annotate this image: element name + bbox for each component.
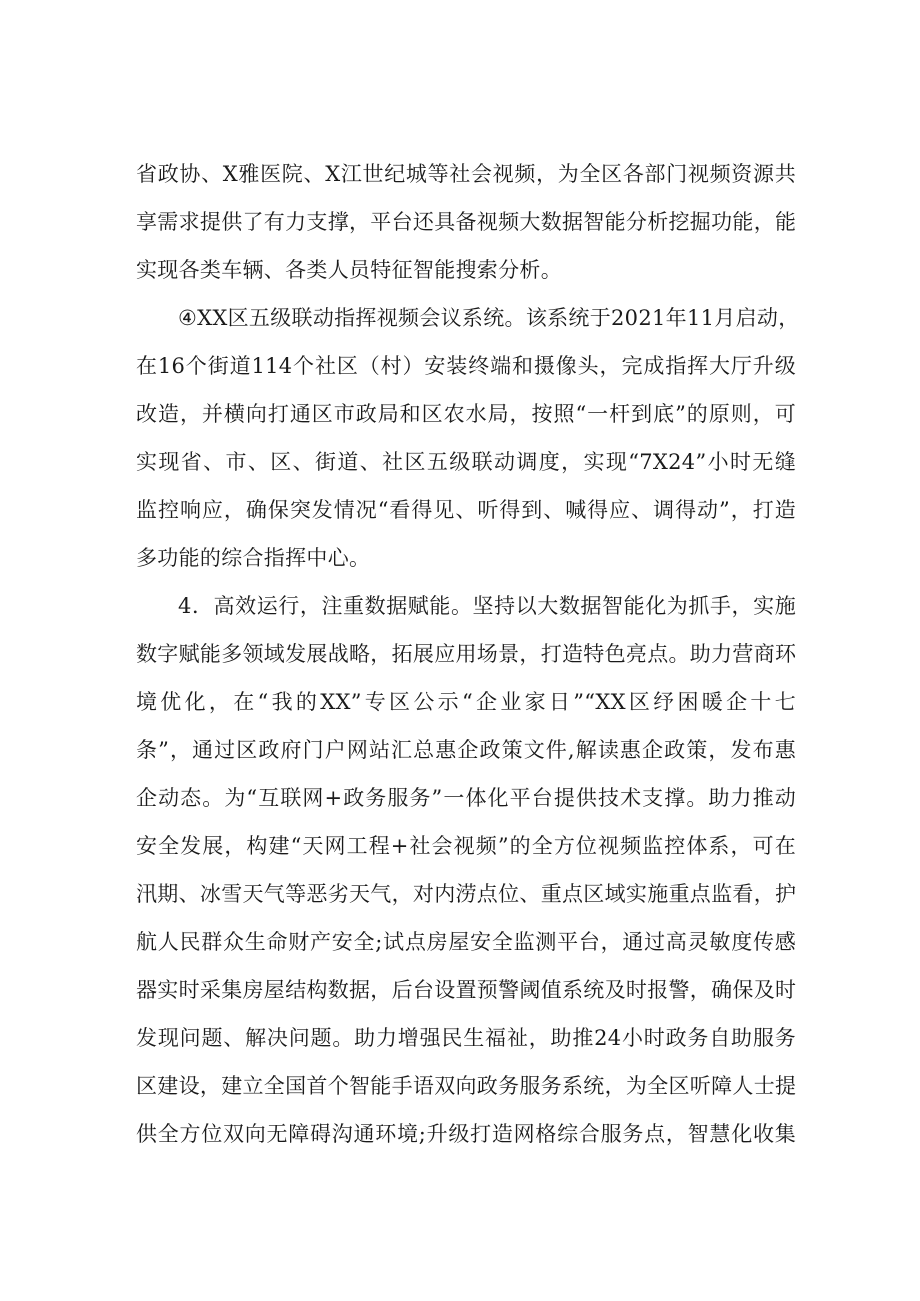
paragraph-data-empowerment (136, 582, 796, 1158)
paragraph-video-sources (136, 150, 796, 294)
text-line: 享需求提供了有力支撑，平台还具备视频大数据智能分析挖掘功能，能 (136, 210, 797, 234)
text-line: 企动态。为“互联网+政务服务”一体化平台提供技术支撑。助力推动 (136, 786, 796, 810)
text-line: 汛期、冰雪天气等恶劣天气，对内涝点位、重点区域实施重点监看，护 (136, 882, 797, 906)
text-line: 供全方位双向无障碍沟通环境;升级打造网格综合服务点，智慧化收集 (136, 1122, 796, 1146)
text-line: 在16个街道114个社区（村）安装终端和摄像头，完成指挥大厅升级 (136, 354, 796, 378)
text-line: 实现各类车辆、各类人员特征智能搜索分析。 (136, 258, 562, 282)
paragraph-video-conference-system (136, 294, 800, 582)
text-line: 境优化，在“我的XX”专区公示“企业家日”“XX区纾困暖企十七 (136, 690, 796, 714)
text-line: 数字赋能多领域发展战略，拓展应用场景，打造特色亮点。助力营商环 (136, 642, 797, 666)
text-line: 区建设，建立全国首个智能手语双向政务服务系统，为全区听障人士提 (136, 1074, 797, 1098)
text-line: ④XX区五级联动指挥视频会议系统。该系统于2021年11月启动， (178, 306, 800, 330)
text-line: 实现省、市、区、街道、社区五级联动调度，实现“7X24”小时无缝 (136, 450, 796, 474)
text-line: 器实时采集房屋结构数据，后台设置预警阈值系统及时报警，确保及时 (136, 978, 797, 1002)
text-line: 改造，并横向打通区市政局和区农水局，按照“一杆到底”的原则，可 (136, 402, 796, 426)
text-line: 省政协、X雅医院、X江世纪城等社会视频，为全区各部门视频资源共 (136, 162, 796, 186)
text-line: 航人民群众生命财产安全;试点房屋安全监测平台，通过高灵敏度传感 (136, 930, 796, 954)
text-line: 安全发展，构建“天网工程+社会视频”的全方位视频监控体系，可在 (136, 834, 796, 858)
text-line: 监控响应，确保突发情况“看得见、听得到、喊得应、调得动”，打造 (136, 498, 796, 522)
text-line: 4．高效运行，注重数据赋能。坚持以大数据智能化为抓手，实施 (178, 594, 796, 618)
text-line: 多功能的综合指挥中心。 (136, 546, 371, 570)
text-line: 条”，通过区政府门户网站汇总惠企政策文件,解读惠企政策，发布惠 (136, 738, 796, 762)
document-body (136, 150, 800, 1158)
text-line: 发现问题、解决问题。助力增强民生福祉，助推24小时政务自助服务 (136, 1026, 796, 1050)
